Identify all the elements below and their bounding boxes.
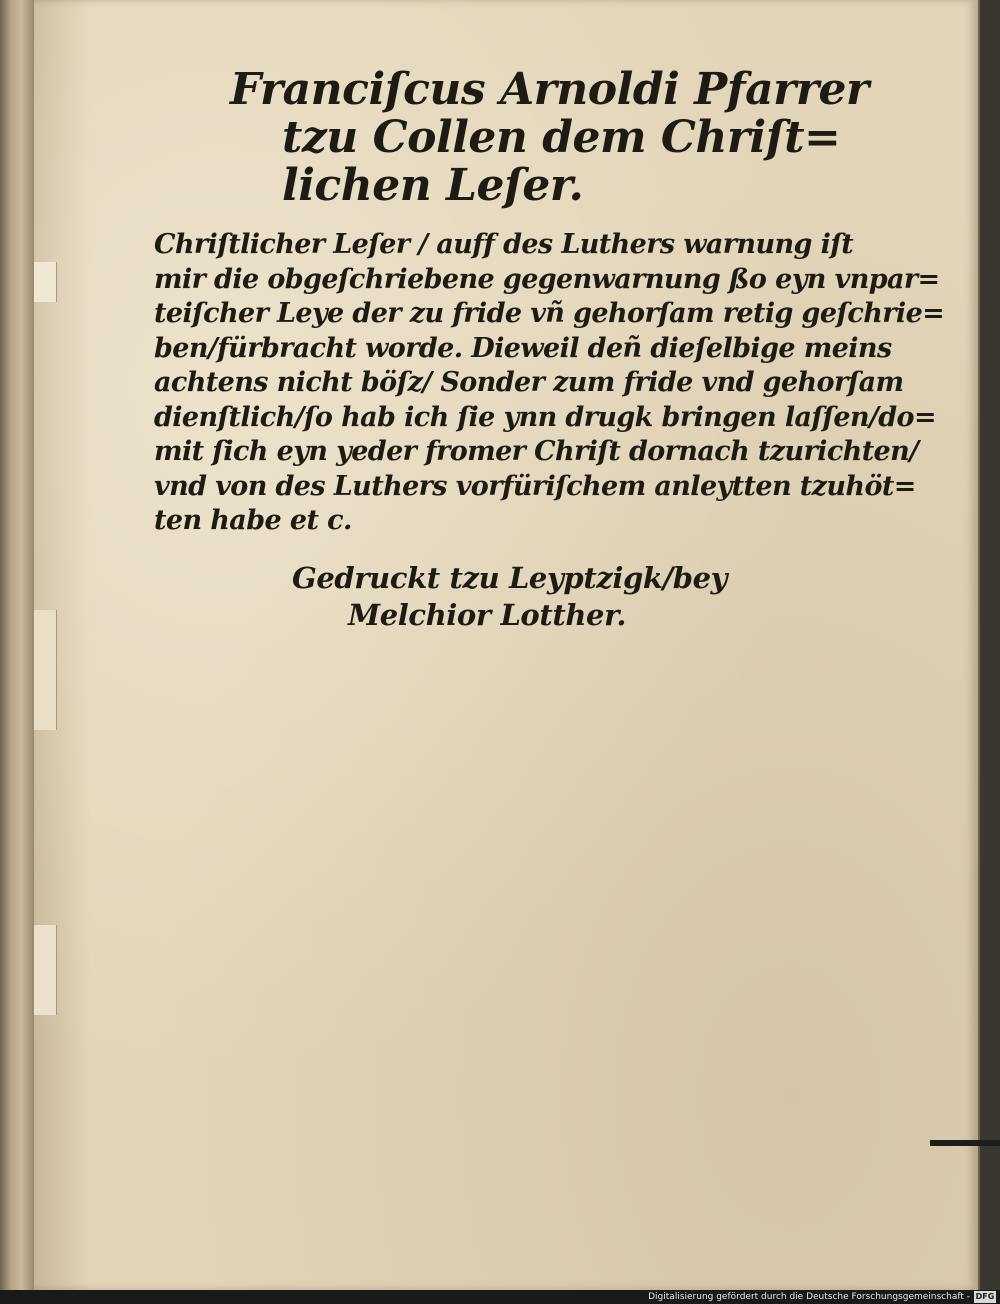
page-title [230,64,869,211]
scan-background-edge [980,0,1000,1290]
book-binding-edge [0,0,36,1290]
imprint-line: Gedruckt tzu Leyptzigk/bey [292,561,728,595]
imprint-line: Melchior Lotther. [348,598,627,632]
body-line: mir die obgeſchriebene gegenwarnung ßo eyn vnpar= [154,263,940,295]
scan-marker-bar [930,1140,1000,1146]
dfg-logo: DFG [975,1292,995,1301]
paper-tear [34,925,57,1015]
title-line: Franciſcus Arnoldi Pfarrer [230,64,869,115]
body-line: vnd von des Luthers vorfüriſchem anleytten tzuhöt= [154,470,916,502]
title-line: tzu Collen dem Chriſt= [282,112,841,163]
paper-leaf [34,0,980,1290]
funding-credit: Digitalisierung gefördert durch die Deutsche Forschungsgemeinschaft - [648,1292,970,1302]
footer-bar [0,1290,1000,1304]
body-line: ten habe et c. [154,505,352,536]
printer-imprint [292,560,728,634]
body-line: Chriſtlicher Leſer / auff des Luthers warnung iſt [154,229,854,260]
paper-tear [34,262,57,302]
body-line: ben/fürbracht worde. Dieweil deñ dieſelbige meins [154,332,892,364]
paper-tear [34,610,57,730]
body-line: teiſcher Leye der zu fride vñ gehorſam retig geſchrie= [154,298,945,329]
body-line: mit ſich eyn yeder fromer Chriſt dornach tzurichten/ [154,436,919,467]
body-line: dienſtlich/ſo hab ich ſie ynn drugk bringen laſſen/do= [154,401,936,433]
body-paragraph [154,228,945,539]
title-line: lichen Leſer. [282,160,584,211]
body-line: achtens nicht böſz/ Sonder zum fride vnd gehorſam [154,367,904,398]
